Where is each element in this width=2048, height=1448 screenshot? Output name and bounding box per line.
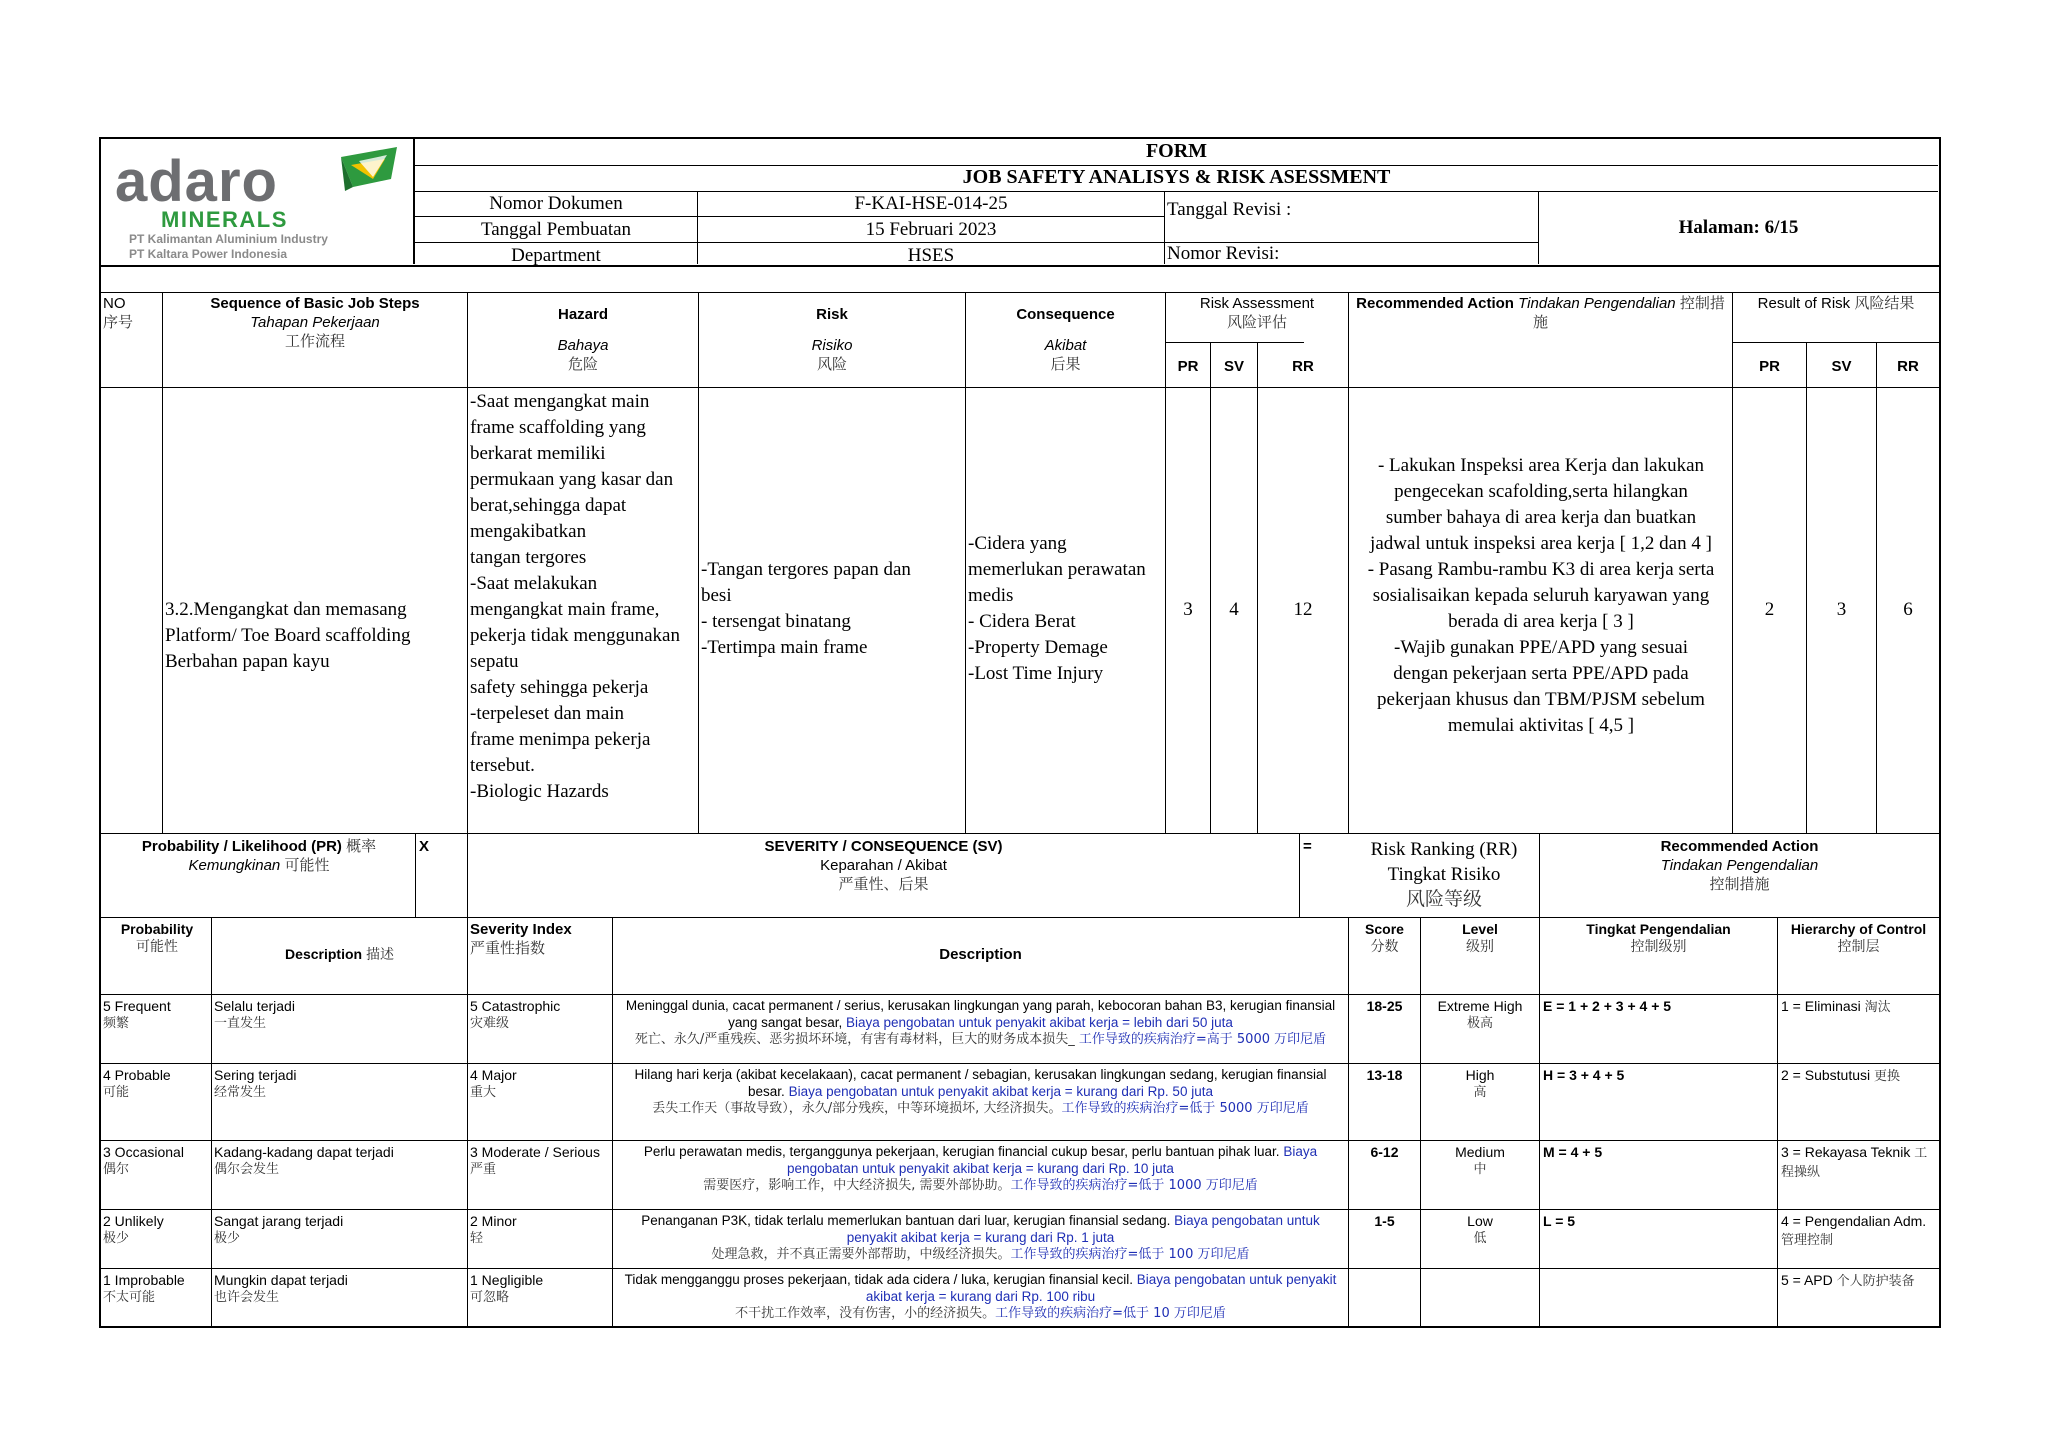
- hazard-line: mengangkat main frame,: [470, 599, 660, 620]
- legend-rank-title: Risk Ranking (RR): [1370, 839, 1518, 860]
- legend-hierarchy: 2 = Substutusi: [1781, 1067, 1871, 1083]
- hazard-line: tersebut.: [470, 755, 535, 776]
- action-line: berada di area kerja [ 3 ]: [1448, 611, 1634, 632]
- legend-col-severity-index-label: Severity Index: [470, 921, 572, 938]
- created-date: 15 Februari 2023: [698, 217, 1165, 243]
- legend-equals: =: [1303, 838, 1312, 855]
- legend-col-probability: [103, 920, 211, 956]
- legend-level: Extreme High: [1437, 998, 1523, 1014]
- legend-hierarchy-cell: [1781, 997, 1939, 1016]
- legend-desc-zh-text: 不干扰工作效率，没有伤害，小的经济损失。: [735, 1306, 996, 1321]
- legend-level-zh: 高: [1473, 1085, 1487, 1100]
- consequence-line: -Property Demage: [968, 637, 1108, 658]
- legend-desc-line: [615, 1271, 1346, 1305]
- legend-severity-cell: [470, 1066, 612, 1101]
- legend-rec-header: [1540, 837, 1939, 894]
- svg-text:adaro: adaro: [115, 149, 278, 214]
- legend-desc-zh-line: [615, 1305, 1346, 1322]
- legend-col-severity-index: [470, 920, 612, 958]
- legend-desc-text: Perlu perawatan medis, terganggunya pekerjaan, kerugian financial cukup besar, perlu bantuan pihak luar.: [643, 1144, 1284, 1159]
- risk-line: -Tangan tergores papan dan: [701, 559, 911, 580]
- legend-desc-cost: Biaya pengobatan untuk penyakit akibat kerja = kurang dari Rp. 50 juta: [788, 1084, 1213, 1099]
- legend-rec-zh: 控制措施: [1709, 875, 1770, 893]
- legend-probability-label: 2 Unlikely: [103, 1213, 164, 1229]
- legend-prob-description-cell: [214, 997, 467, 1032]
- legend-col-severity-index-zh: 严重性指数: [470, 939, 546, 957]
- action-line: - Pasang Rambu-rambu K3 di area kerja serta: [1367, 559, 1715, 580]
- hazard-line: berat,sehingga dapat: [470, 495, 627, 516]
- legend-desc-text: Hilang hari kerja (akibat kecelakaan), cacat permanent / sebagian, kerusakan lingkungan sedang, kerugian finansial besar.: [634, 1067, 1327, 1099]
- legend-prob-description: Mungkin dapat terjadi: [214, 1272, 348, 1288]
- recommended-action-list: [1351, 453, 1731, 739]
- legend-severity-header: [468, 837, 1299, 894]
- legend-level-zh: 极高: [1466, 1016, 1493, 1031]
- col-risk-label: Risk: [816, 306, 848, 323]
- col-steps-header: [163, 294, 467, 351]
- legend-severity-label: 4 Major: [470, 1067, 517, 1083]
- legend-col-score-zh: 分数: [1370, 939, 1399, 955]
- col-no-label: NO: [103, 295, 126, 312]
- col-steps-id: Tahapan Pekerjaan: [250, 314, 380, 331]
- action-line: sumber bahaya di area kerja dan buatkan: [1385, 507, 1697, 528]
- legend-hierarchy-zh: 管理控制: [1781, 1233, 1834, 1248]
- hazard-line: permukaan yang kasar dan: [470, 469, 674, 490]
- legend-prob-description-cell: [214, 1143, 467, 1178]
- legend-hierarchy-zh: 淘汰: [1864, 1000, 1891, 1015]
- legend-severity-description: [615, 1066, 1346, 1139]
- consequence-line: - Cidera Berat: [968, 611, 1076, 632]
- consequence-line: memerlukan perawatan: [968, 559, 1146, 580]
- logo-emblem-icon: [341, 147, 397, 191]
- legend-desc-zh-line: [615, 1100, 1346, 1117]
- legend-severity-description: [615, 1271, 1346, 1327]
- col-consequence-label: Consequence: [1016, 306, 1115, 323]
- legend-multiply: X: [419, 838, 430, 855]
- rr-value: 12: [1293, 599, 1313, 620]
- legend-hierarchy-line: [1781, 1271, 1939, 1290]
- legend-col-hierarchy: [1778, 920, 1939, 956]
- legend-level-zh: 低: [1473, 1231, 1487, 1246]
- legend-prob-description-zh: 也许会发生: [214, 1290, 280, 1305]
- consequence-line: medis: [968, 585, 1014, 606]
- legend-col-hierarchy-zh: 控制层: [1837, 939, 1880, 955]
- legend-rank-header: [1349, 837, 1539, 912]
- legend-sev-zh: 严重性、后果: [838, 875, 929, 893]
- legend-hierarchy: 3 = Rekayasa Teknik: [1781, 1144, 1911, 1160]
- col-result-rr: RR: [1897, 358, 1919, 375]
- legend-hierarchy-line: [1781, 1066, 1939, 1085]
- hazard-line: sepatu: [470, 651, 519, 672]
- department-label: Department: [415, 243, 698, 264]
- action-line: dengan pekerjaan serta PPE/APD pada: [1393, 663, 1689, 684]
- legend-rank-zh: 风险等级: [1405, 888, 1482, 910]
- legend-probability-cell: [103, 997, 211, 1032]
- col-no-header: [103, 294, 161, 332]
- legend-desc-zh-line: [615, 1177, 1346, 1194]
- legend-hierarchy-cell: [1781, 1271, 1939, 1290]
- legend-desc-line: [615, 1212, 1346, 1246]
- legend-probability-zh: 极少: [103, 1231, 130, 1246]
- legend-desc-zh-text: 丢失工作天（事故导致），永久/部分残疾，中等环境损坏, 大经济损失。: [652, 1101, 1062, 1116]
- legend-hierarchy: 5 = APD: [1781, 1272, 1833, 1288]
- legend-col-level-label: Level: [1462, 921, 1498, 937]
- legend-desc-zh-line: [615, 1246, 1346, 1263]
- legend-severity-label: 5 Catastrophic: [470, 998, 561, 1014]
- legend-prob-description: Sangat jarang terjadi: [214, 1213, 344, 1229]
- legend-hierarchy: 4 = Pengendalian Adm.: [1781, 1213, 1927, 1229]
- legend-hierarchy-line: [1781, 997, 1939, 1016]
- legend-probability-label: 4 Probable: [103, 1067, 171, 1083]
- risk-list: [701, 557, 965, 661]
- jsa-table: [99, 267, 1941, 1328]
- risk-line: - tersengat binatang: [701, 611, 851, 632]
- legend-severity-description: [615, 997, 1346, 1062]
- col-risk-header: [699, 305, 965, 374]
- legend-probability-label: 3 Occasional: [103, 1144, 184, 1160]
- legend-col-description: [212, 945, 467, 964]
- legend-desc-line: [615, 1066, 1346, 1100]
- legend-level-cell: [1421, 1212, 1539, 1247]
- action-line: memulai aktivitas [ 4,5 ]: [1447, 715, 1635, 736]
- col-recommended-zh: 控制措施: [1532, 294, 1725, 331]
- legend-probability-cell: [103, 1212, 211, 1247]
- legend-prob-description-cell: [214, 1212, 467, 1247]
- col-risk-assessment-label: Risk Assessment: [1199, 295, 1315, 312]
- hazard-line: tangan tergores: [470, 547, 587, 568]
- form-header: [99, 137, 1941, 267]
- result-rr-value: 6: [1903, 599, 1913, 620]
- consequence-line: -Cidera yang: [968, 533, 1067, 554]
- legend-desc-line: [615, 1143, 1346, 1177]
- legend-severity-zh: 灾难级: [470, 1016, 510, 1031]
- legend-desc-zh-text: 处理急救，并不真正需要外部帮助，中级经济损失。: [711, 1247, 1011, 1262]
- legend-prob-zh: 概率: [346, 837, 377, 855]
- legend-level-cell: [1421, 1066, 1539, 1101]
- legend-prob-description-cell: [214, 1066, 467, 1101]
- legend-hierarchy-zh: 个人防护装备: [1836, 1274, 1915, 1289]
- legend-probability-cell: [103, 1271, 211, 1306]
- legend-col-probability-zh: 可能性: [136, 939, 178, 955]
- col-recommended-label: Recommended Action: [1356, 295, 1514, 312]
- legend-desc-zh-text: 死亡、永久/严重残疾、恶劣损坏环境，有害有毒材料，巨大的财务成本损失_: [634, 1032, 1079, 1047]
- legend-col-score: [1349, 920, 1420, 956]
- legend-desc-cost: Biaya pengobatan untuk penyakit akibat kerja = lebih dari 50 juta: [845, 1015, 1233, 1030]
- legend-col-score-label: Score: [1365, 921, 1404, 937]
- col-rr: RR: [1292, 358, 1314, 375]
- action-line: jadwal untuk inspeksi area kerja [ 1,2 dan 4 ]: [1370, 533, 1712, 554]
- col-consequence-header: [966, 305, 1165, 374]
- legend-rec-id: Tindakan Pengendalian: [1660, 857, 1819, 874]
- legend-desc-zh-text: 需要医疗，影响工作，中大经济损失, 需要外部协助。: [703, 1178, 1011, 1193]
- col-result-zh: 风险结果: [1854, 294, 1915, 312]
- hazard-line: -Saat mengangkat main: [470, 391, 650, 412]
- col-hazard-zh: 危险: [567, 355, 598, 373]
- legend-tingkat: E = 1 + 2 + 3 + 4 + 5: [1543, 998, 1672, 1014]
- risk-line: besi: [701, 585, 732, 606]
- legend-prob-description-zh: 偶尔会发生: [214, 1162, 280, 1177]
- action-line: pekerjaan khusus dan TBM/PJSM sebelum: [1377, 689, 1705, 710]
- legend-level-zh: 中: [1473, 1162, 1487, 1177]
- hazard-line: safety sehingga pekerja: [470, 677, 649, 698]
- legend-prob-id-zh: 可能性: [284, 856, 330, 874]
- risk-line: -Tertimpa main frame: [701, 637, 868, 658]
- legend-severity-cell: [470, 1143, 612, 1178]
- legend-hierarchy-zh: 工程操纵: [1781, 1146, 1928, 1180]
- legend-prob-description-zh: 经常发生: [214, 1085, 267, 1100]
- legend-desc-zh-cost: 工作导致的疾病治疗=低于 100 万印尼盾: [1010, 1247, 1250, 1262]
- result-pr-value: 2: [1764, 599, 1775, 620]
- legend-score: 18-25: [1366, 998, 1403, 1014]
- col-hazard-label: Hazard: [557, 306, 609, 323]
- legend-desc-text: Meninggal dunia, cacat permanent / serius, kerusakan lingkungan yang parah, kebocoran bahan B3, kerugian finansial yang sangat besar,: [625, 998, 1336, 1030]
- legend-level-cell: [1421, 1143, 1539, 1178]
- legend-col-level: [1421, 920, 1539, 956]
- legend-prob-id: Kemungkinan: [188, 857, 281, 874]
- col-result-label: Result of Risk: [1757, 295, 1851, 312]
- legend-hierarchy-line: [1781, 1143, 1939, 1181]
- col-consequence-id: Akibat: [1044, 337, 1087, 354]
- legend-probability-cell: [103, 1066, 211, 1101]
- col-risk-assessment-zh: 风险评估: [1226, 313, 1287, 331]
- legend-col-description-zh: 描述: [365, 947, 394, 963]
- col-hazard-header: [468, 305, 698, 374]
- hazard-line: -Saat melakukan: [470, 573, 598, 594]
- legend-prob-title: Probability / Likelihood (PR): [141, 838, 342, 855]
- col-recommended-header: [1349, 294, 1732, 332]
- pr-value: 3: [1183, 599, 1193, 620]
- legend-severity-zh: 轻: [470, 1231, 484, 1246]
- logo-company2-text: PT Kaltara Power Indonesia: [129, 247, 288, 261]
- form-label: FORM: [415, 139, 1938, 166]
- legend-col-tingkat-label: Tingkat Pengendalian: [1586, 921, 1731, 937]
- legend-desc-line: [615, 997, 1346, 1031]
- legend-desc-text: Penanganan P3K, tidak terlalu memerlukan bantuan dari luar, kerugian finansial sedang.: [641, 1213, 1175, 1228]
- legend-tingkat: M = 4 + 5: [1543, 1144, 1603, 1160]
- adaro-minerals-logo: [101, 139, 415, 264]
- legend-score: 1-5: [1374, 1213, 1395, 1229]
- action-line: -Wajib gunakan PPE/APD yang sesuai: [1394, 637, 1688, 658]
- col-steps-label: Sequence of Basic Job Steps: [210, 295, 420, 312]
- legend-prob-description-cell: [214, 1271, 467, 1306]
- page-number: Halaman: 6/15: [1678, 217, 1799, 238]
- legend-desc-zh-cost: 工作导致的疾病治疗=低于 5000 万印尼盾: [1061, 1101, 1309, 1116]
- job-step-text: 3.2.Mengangkat dan memasang Platform/ Toe Board scaffolding Berbahan papan kayu: [165, 599, 411, 672]
- legend-probability-cell: [103, 1143, 211, 1178]
- col-result-pr: PR: [1759, 358, 1780, 375]
- legend-col-description-label: Description: [285, 946, 363, 962]
- department-value: HSES: [698, 243, 1165, 264]
- legend-desc-cost: Biaya pengobatan untuk penyakit akibat kerja = kurang dari Rp. 100 ribu: [865, 1272, 1337, 1304]
- legend-severity-label: 2 Minor: [470, 1213, 517, 1229]
- col-result-header: [1733, 294, 1939, 313]
- legend-probability-label: 5 Frequent: [103, 998, 171, 1014]
- hazard-line: berkarat memiliki: [470, 443, 606, 464]
- legend-desc-text: Tidak mengganggu proses pekerjaan, tidak ada cidera / luka, kerugian finansial kecil.: [624, 1272, 1137, 1287]
- legend-probability-label: 1 Improbable: [103, 1272, 185, 1288]
- col-recommended-id: Tindakan Pengendalian: [1518, 295, 1676, 312]
- legend-desc-cost: Biaya pengobatan untuk penyakit akibat kerja = kurang dari Rp. 1 juta: [846, 1213, 1320, 1245]
- legend-hierarchy-cell: [1781, 1212, 1939, 1249]
- legend-rank-id: Tingkat Risiko: [1387, 864, 1501, 885]
- sv-value: 4: [1229, 599, 1239, 620]
- revision-number-label: Nomor Revisi:: [1165, 243, 1539, 264]
- col-sv: SV: [1223, 358, 1244, 375]
- logo-cell: [101, 139, 415, 264]
- result-sv-value: 3: [1836, 599, 1847, 620]
- legend-severity-cell: [470, 1271, 612, 1306]
- logo-company1-text: PT Kalimantan Aluminium Industry: [129, 232, 328, 246]
- legend-tingkat: L = 5: [1543, 1213, 1576, 1229]
- legend-col-tingkat: [1540, 920, 1777, 956]
- col-risk-zh: 风险: [816, 355, 847, 373]
- legend-col-sev-description: Description: [939, 946, 1022, 963]
- legend-probability-header: [103, 837, 415, 875]
- legend-severity-description: [615, 1212, 1346, 1267]
- doc-number-value: F-KAI-HSE-014-25: [698, 191, 1165, 217]
- legend-severity-label: 1 Negligible: [470, 1272, 544, 1288]
- legend-severity-cell: [470, 1212, 612, 1247]
- legend-level: Medium: [1455, 1144, 1505, 1160]
- legend-desc-zh-line: [615, 1031, 1346, 1048]
- action-line: - Lakukan Inspeksi area Kerja dan lakukan: [1377, 455, 1705, 476]
- hazard-line: frame menimpa pekerja: [470, 729, 651, 750]
- legend-level: High: [1465, 1067, 1495, 1083]
- action-line: pengecekan scafolding,serta hilangkan: [1394, 481, 1688, 502]
- legend-desc-zh-cost: 工作导致的疾病治疗=低于 10 万印尼盾: [995, 1306, 1226, 1321]
- hazard-line: frame scaffolding yang: [470, 417, 646, 438]
- logo-division-text: MINERALS: [161, 207, 288, 232]
- legend-desc-zh-cost: 工作导致的疾病治疗=高于 5000 万印尼盾: [1078, 1032, 1327, 1047]
- legend-rec-title: Recommended Action: [1660, 838, 1819, 855]
- legend-prob-description: Kadang-kadang dapat terjadi: [214, 1144, 394, 1160]
- revision-date-label: Tanggal Revisi :: [1165, 191, 1539, 243]
- legend-probability-zh: 频繁: [103, 1016, 130, 1031]
- col-hazard-id: Bahaya: [557, 337, 609, 354]
- legend-hierarchy-cell: [1781, 1143, 1939, 1181]
- legend-severity-description: [615, 1143, 1346, 1208]
- consequence-line: -Lost Time Injury: [968, 663, 1104, 684]
- legend-hierarchy: 1 = Eliminasi: [1781, 998, 1861, 1014]
- legend-col-level-zh: 级别: [1466, 939, 1494, 955]
- legend-hierarchy-cell: [1781, 1066, 1939, 1085]
- legend-probability-zh: 不太可能: [103, 1290, 156, 1305]
- legend-col-tingkat-zh: 控制级别: [1630, 939, 1687, 955]
- col-pr: PR: [1177, 358, 1199, 375]
- legend-severity-zh: 严重: [470, 1162, 497, 1177]
- legend-level-cell: [1421, 997, 1539, 1032]
- legend-prob-description: Sering terjadi: [214, 1067, 297, 1083]
- hazard-line: -terpeleset dan main: [470, 703, 625, 724]
- created-label: Tanggal Pembuatan: [415, 217, 698, 243]
- legend-probability-zh: 可能: [103, 1085, 130, 1100]
- legend-tingkat: H = 3 + 4 + 5: [1543, 1067, 1625, 1083]
- col-no-zh: 序号: [103, 313, 134, 331]
- legend-desc-cost: Biaya pengobatan untuk penyakit akibat kerja = kurang dari Rp. 10 juta: [787, 1144, 1318, 1176]
- legend-col-hierarchy-label: Hierarchy of Control: [1790, 921, 1927, 937]
- col-risk-assessment-header: [1166, 294, 1348, 332]
- col-risk-id: Risiko: [811, 337, 853, 354]
- form-title: JOB SAFETY ANALISYS & RISK ASESSMENT: [415, 165, 1938, 192]
- legend-prob-description-zh: 极少: [214, 1231, 241, 1246]
- legend-level: Low: [1467, 1213, 1493, 1229]
- hazard-line: -Biologic Hazards: [470, 781, 609, 802]
- legend-desc-zh-cost: 工作导致的疾病治疗=低于 1000 万印尼盾: [1010, 1178, 1258, 1193]
- legend-severity-zh: 重大: [470, 1085, 497, 1100]
- legend-sev-id: Keparahan / Akibat: [820, 857, 947, 874]
- action-line: sosialisaikan kepada seluruh karyawan yang: [1372, 585, 1710, 606]
- legend-severity-label: 3 Moderate / Serious: [470, 1144, 600, 1160]
- col-result-sv: SV: [1831, 358, 1852, 375]
- legend-severity-cell: [470, 997, 612, 1032]
- legend-prob-description-zh: 一直发生: [214, 1016, 267, 1031]
- legend-prob-description: Selalu terjadi: [214, 998, 295, 1014]
- hazard-line: mengakibatkan: [470, 521, 587, 542]
- col-consequence-zh: 后果: [1050, 355, 1081, 373]
- legend-sev-title: SEVERITY / CONSEQUENCE (SV): [764, 838, 1003, 855]
- doc-number-label: Nomor Dokumen: [415, 191, 698, 217]
- col-steps-zh: 工作流程: [284, 332, 345, 350]
- hazard-list: [470, 389, 698, 805]
- hazard-line: pekerja tidak menggunakan: [470, 625, 680, 646]
- legend-score: 6-12: [1370, 1144, 1399, 1160]
- legend-hierarchy-line: [1781, 1212, 1939, 1249]
- legend-severity-zh: 可忽略: [470, 1290, 510, 1305]
- consequence-list: [968, 531, 1165, 687]
- legend-hierarchy-zh: 更换: [1874, 1069, 1901, 1084]
- legend-col-probability-label: Probability: [120, 921, 194, 937]
- legend-probability-zh: 偶尔: [103, 1162, 130, 1177]
- legend-score: 13-18: [1366, 1067, 1403, 1083]
